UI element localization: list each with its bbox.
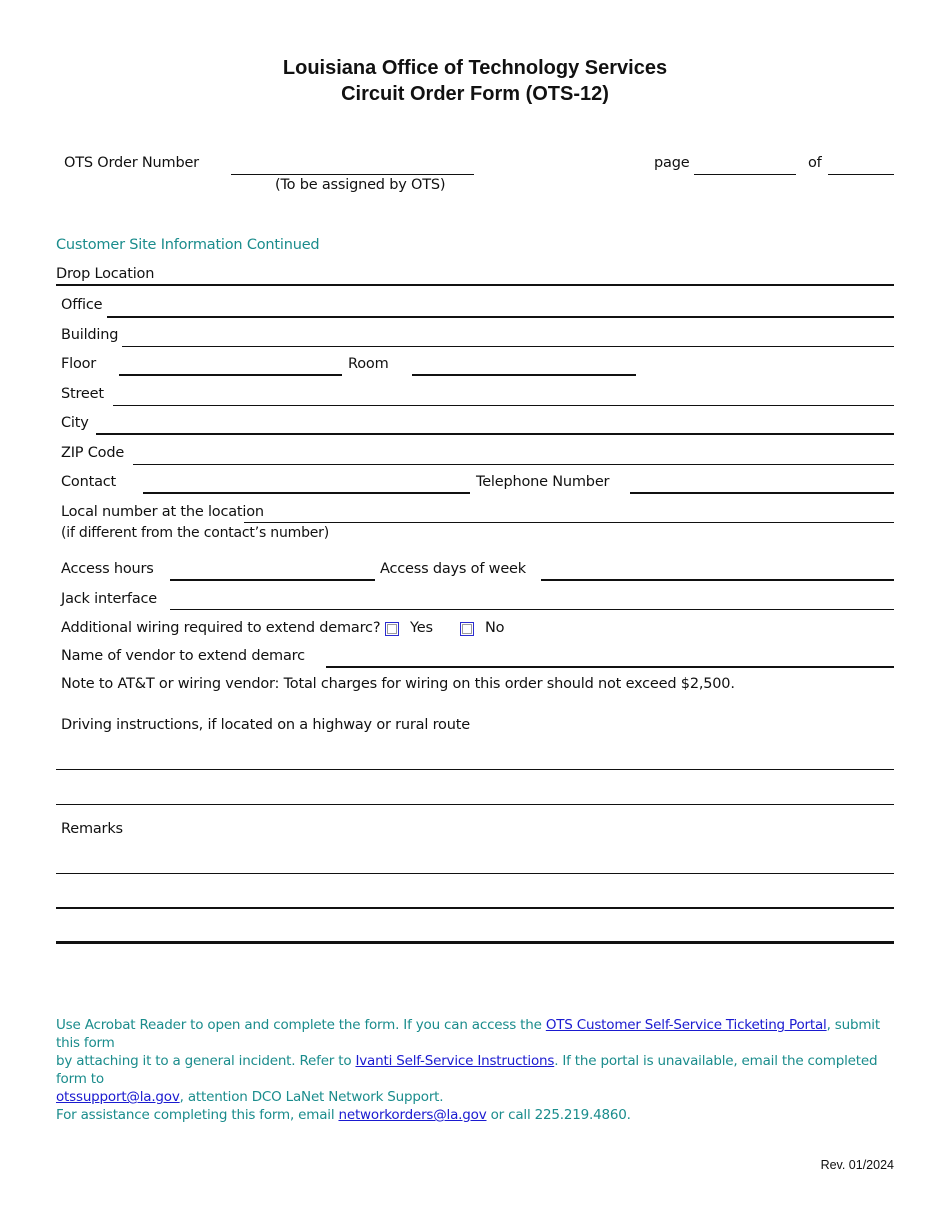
room-label: Room (348, 356, 389, 372)
building-label: Building (61, 327, 119, 343)
driving-field-line1[interactable] (56, 752, 894, 770)
footer-text-3: by attaching it to a general incident. Refer to (56, 1053, 356, 1069)
of-label: of (808, 155, 822, 171)
wiring-yes-label: Yes (410, 620, 433, 636)
order-number-note: (To be assigned by OTS) (275, 177, 446, 193)
building-field[interactable] (122, 329, 894, 347)
office-field[interactable] (107, 300, 894, 318)
zip-field[interactable] (133, 447, 894, 465)
form-title: Louisiana Office of Technology Services (282, 57, 668, 79)
footer-text-1: Use Acrobat Reader to open and complete the form. If you can access the (56, 1017, 546, 1033)
additional-wiring-label: Additional wiring required to extend demarc? (61, 620, 381, 636)
footer-text-4: . If the portal is unavailable, email the completed form to (56, 1053, 878, 1087)
assistance-text-1: For assistance completing this form, email (56, 1107, 339, 1123)
contact-field[interactable] (143, 476, 470, 494)
order-number-label: OTS Order Number (64, 155, 199, 171)
floor-label: Floor (61, 356, 97, 372)
page-number-field[interactable] (694, 157, 796, 175)
ivanti-instructions-link[interactable]: Ivanti Self-Service Instructions (355, 1053, 555, 1069)
remarks-field-line2[interactable] (56, 891, 894, 909)
contact-label: Contact (61, 474, 117, 490)
section-heading: Customer Site Information Continued (56, 237, 320, 253)
access-days-label: Access days of week (380, 561, 526, 577)
city-label: City (61, 415, 89, 431)
ticketing-portal-link[interactable]: OTS Customer Self-Service Ticketing Portal (545, 1017, 827, 1033)
local-number-note: (if different from the contact’s number) (61, 525, 329, 541)
remarks-field-line3[interactable] (56, 926, 894, 944)
form-subtitle: Circuit Order Form (OTS-12) (341, 83, 609, 105)
wiring-yes-checkbox[interactable] (385, 622, 399, 636)
city-field[interactable] (96, 417, 894, 435)
wiring-no-checkbox[interactable] (460, 622, 474, 636)
assistance-text-2: or call 225.219.4860. (486, 1107, 631, 1123)
remarks-label: Remarks (61, 821, 123, 837)
access-hours-field[interactable] (170, 563, 375, 581)
remarks-field-line1[interactable] (56, 856, 894, 874)
footer-text-5: , attention DCO LaNet Network Support. (179, 1089, 444, 1105)
street-field[interactable] (113, 388, 894, 406)
telephone-label: Telephone Number (476, 474, 610, 490)
vendor-field[interactable] (326, 650, 894, 668)
jack-interface-label: Jack interface (61, 591, 158, 607)
local-number-field[interactable] (244, 505, 894, 523)
office-label: Office (61, 297, 103, 313)
floor-field[interactable] (119, 358, 342, 376)
zip-label: ZIP Code (61, 445, 125, 461)
access-hours-label: Access hours (61, 561, 154, 577)
otssupport-email-link[interactable]: otssupport@la.gov (56, 1089, 180, 1105)
street-label: Street (61, 386, 104, 402)
order-number-field[interactable] (231, 157, 474, 175)
jack-interface-field[interactable] (170, 592, 894, 610)
wiring-note: Note to AT&T or wiring vendor: Total charges for wiring on this order should not exceed $2,500. (61, 676, 735, 692)
footer-assistance (56, 1106, 906, 1124)
telephone-field[interactable] (630, 476, 894, 494)
driving-label: Driving instructions, if located on a highway or rural route (61, 717, 470, 733)
footer-text-2: , submit this form (56, 1017, 880, 1051)
vendor-label: Name of vendor to extend demarc (61, 648, 305, 664)
drop-location-heading: Drop Location (56, 266, 155, 282)
footer-instructions (56, 1016, 906, 1106)
local-number-label: Local number at the location (61, 504, 264, 520)
networkorders-email-link[interactable]: networkorders@la.gov (338, 1107, 487, 1123)
section-divider (56, 284, 894, 286)
access-days-field[interactable] (541, 563, 894, 581)
room-field[interactable] (412, 358, 636, 376)
page-label: page (654, 155, 690, 171)
wiring-no-label: No (485, 620, 505, 636)
page-total-field[interactable] (828, 157, 894, 175)
revision-label: Rev. 01/2024 (820, 1158, 894, 1172)
driving-field-line2[interactable] (56, 787, 894, 805)
